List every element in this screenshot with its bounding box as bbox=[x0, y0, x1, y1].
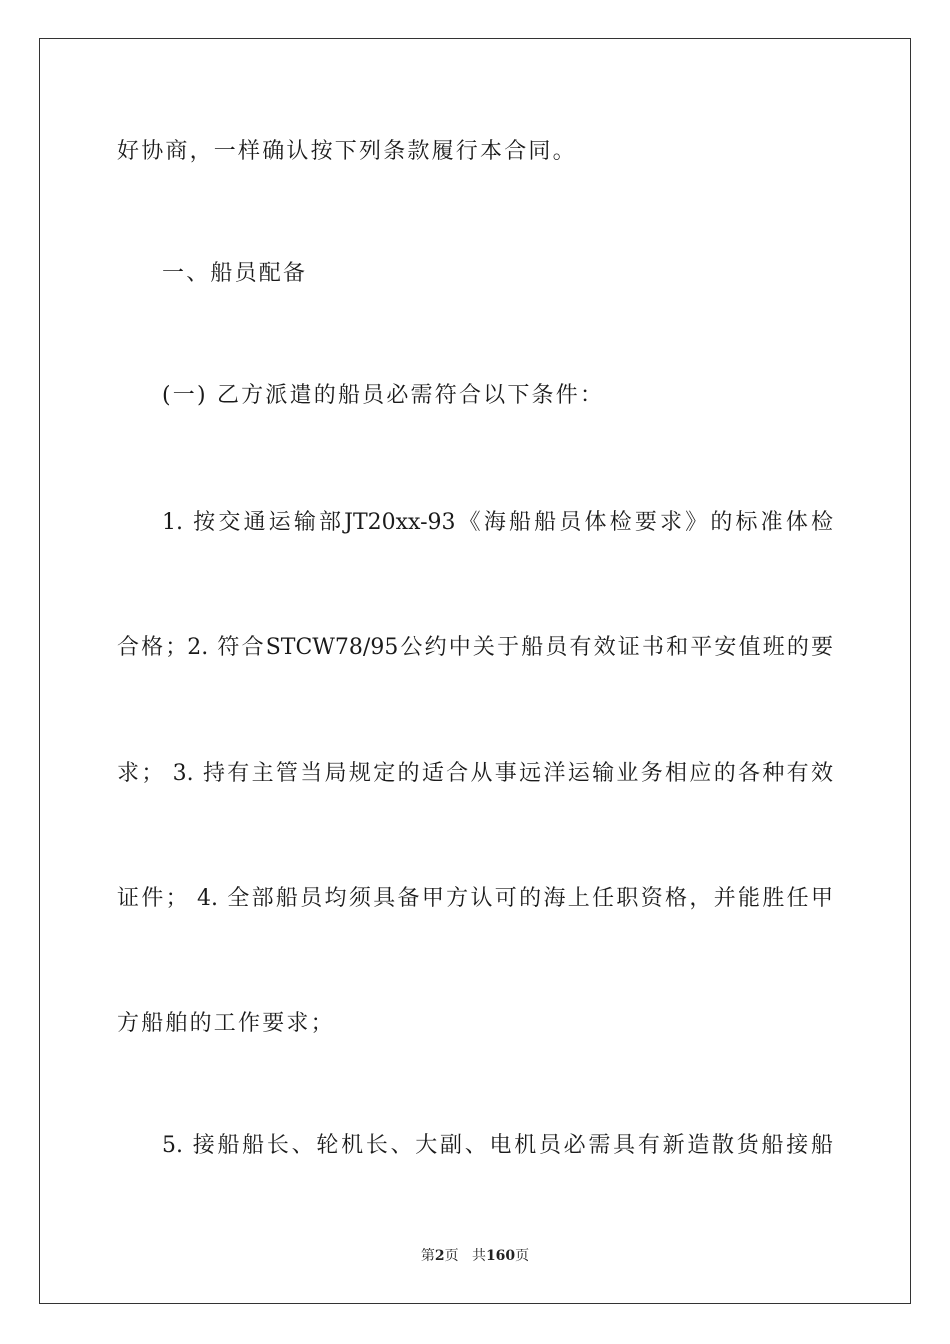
section-heading: 一、船员配备 bbox=[162, 261, 308, 286]
footer-prefix: 第 bbox=[420, 1248, 435, 1264]
page-footer bbox=[0, 1246, 950, 1266]
footer-total-prefix: 共 bbox=[471, 1248, 486, 1264]
subsection-heading: (一) 乙方派遣的船员必需符合以下条件： bbox=[162, 383, 605, 408]
body-line-5: 合格；2. 符合STCW78/95公约中关于船员有效证书和平安值班的要 bbox=[117, 635, 833, 660]
footer-page-number: 2 bbox=[434, 1248, 445, 1264]
body-line-7: 证件； 4. 全部船员均须具备甲方认可的海上任职资格，并能胜任甲 bbox=[117, 886, 833, 911]
footer-total-suffix: 页 bbox=[515, 1248, 530, 1264]
body-line-1: 好协商，一样确认按下列条款履行本合同。 bbox=[117, 139, 577, 164]
body-line-8: 方船舶的工作要求； bbox=[117, 1011, 335, 1036]
body-line-4: 1. 按交通运输部JT20xx-93《海船船员体检要求》的标准体检 bbox=[162, 510, 833, 535]
footer-page-suffix: 页 bbox=[444, 1248, 459, 1264]
body-line-6: 求； 3. 持有主管当局规定的适合从事远洋运输业务相应的各种有效 bbox=[117, 761, 833, 786]
page-border bbox=[39, 38, 911, 1304]
footer-total-pages: 160 bbox=[485, 1248, 516, 1264]
body-line-9: 5. 接船船长、轮机长、大副、电机员必需具有新造散货船接船 bbox=[162, 1133, 833, 1158]
